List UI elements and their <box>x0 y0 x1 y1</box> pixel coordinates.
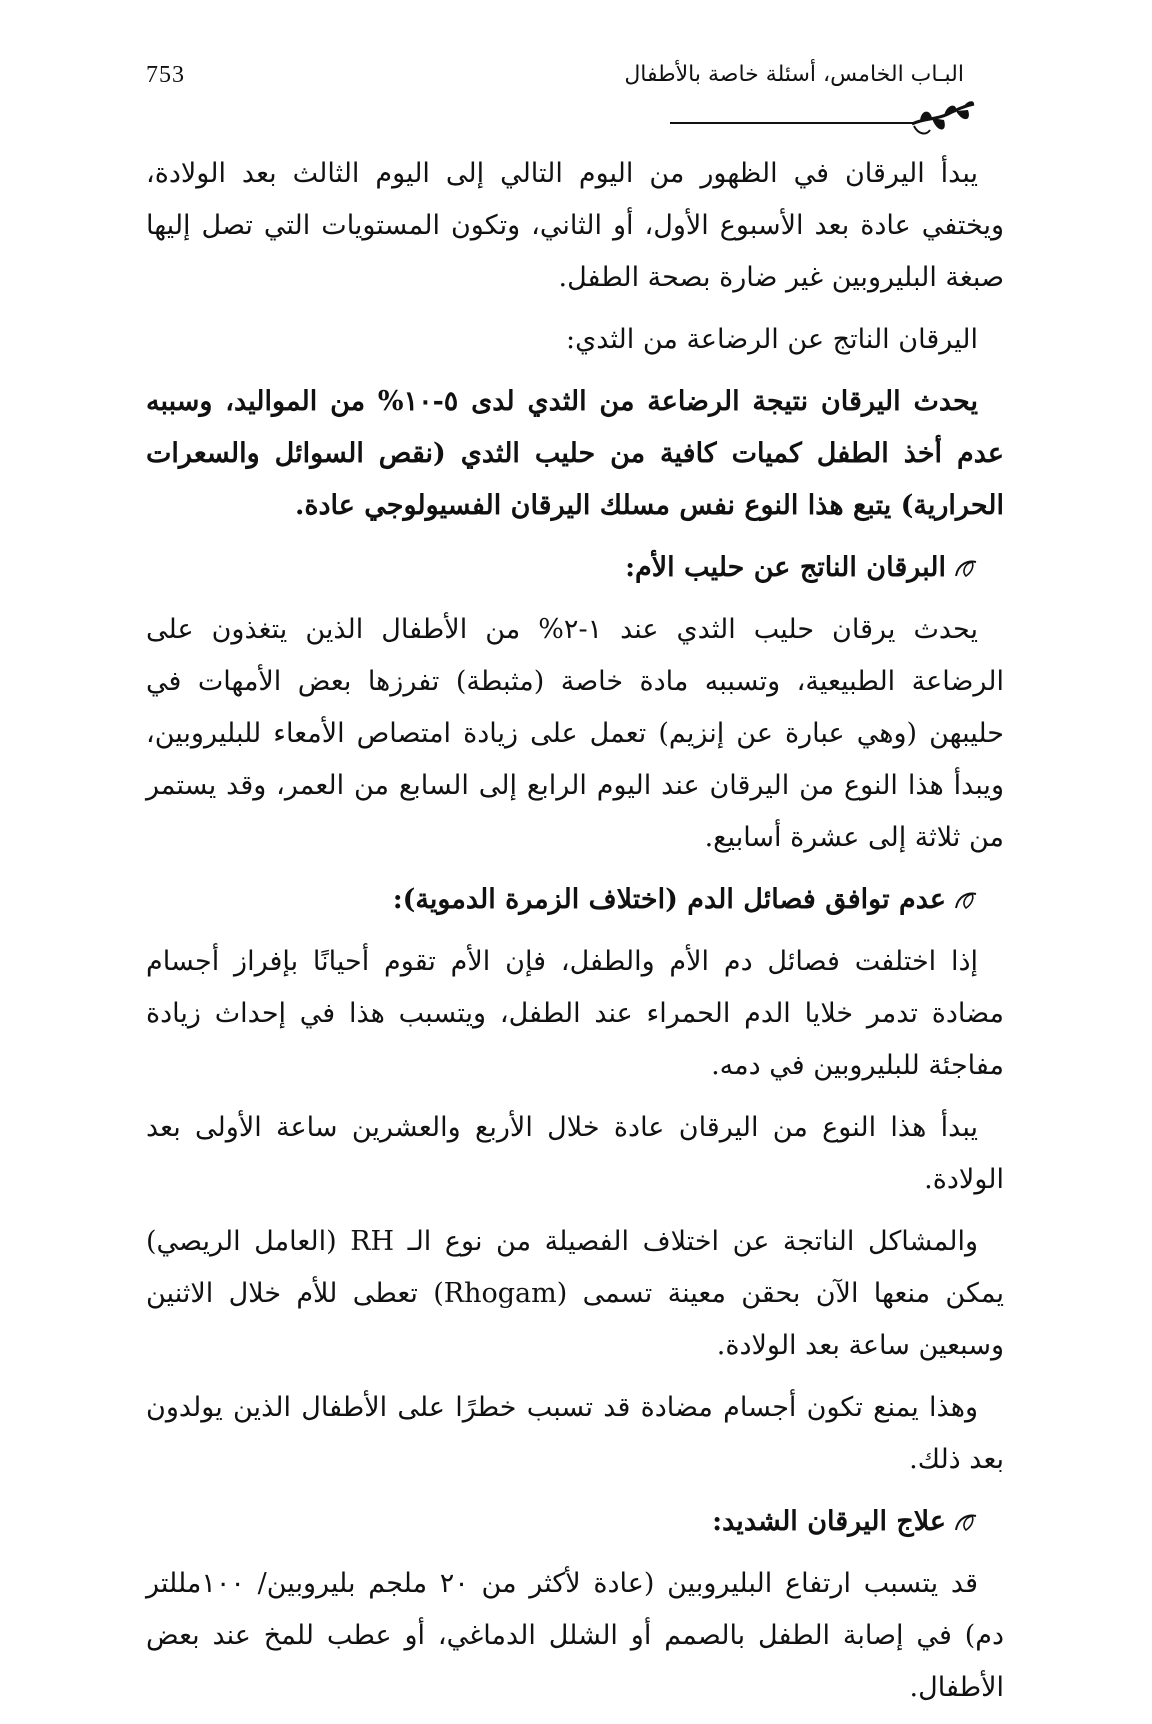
paragraph-antibodies: وهذا يمنع تكون أجسام مضادة قد تسبب خطرًا على الأطفال الذين يولدون بعد ذلك. <box>146 1392 1004 1475</box>
heading-text: البرقان الناتج عن حليب الأم: <box>625 552 946 583</box>
heading-breast-milk-jaundice <box>146 542 1004 594</box>
heading-text: علاج اليرقان الشديد: <box>712 1506 946 1537</box>
heading-text: عدم توافق فصائل الدم (اختلاف الزمرة الدموية): <box>392 884 946 915</box>
paragraph-breastfeeding-jaundice: يحدث اليرقان نتيجة الرضاعة من الثدي لدى ٥-١٠% من المواليد، وسببه عدم أخذ الطفل كميات كافية من حليب الثدي (نقص السوائل والسعرات الحرارية) يتبع هذا النوع نفس مسلك اليرقان الفسيولوجي عادة. <box>146 386 1004 521</box>
leaf-vine-ornament-icon <box>910 100 976 142</box>
subheading-breastfeeding-jaundice: اليرقان الناتج عن الرضاعة من الثدي: <box>565 324 978 355</box>
header-rule <box>670 122 916 124</box>
paragraph-rh-prevention: والمشاكل الناتجة عن اختلاف الفصيلة من نوع الـ RH (العامل الريصي) يمكن منعها الآن بحقن معينة تسمى (Rhogam) تعطى للأم خلال الاثنين وسبعين ساعة بعد الولادة. <box>146 1226 1005 1361</box>
heading-blood-incompatibility <box>146 874 1004 926</box>
leaf-bullet-icon <box>952 1512 978 1534</box>
running-header-title: البـاب الخامس، أسئلة خاصة بالأطفال <box>624 62 964 87</box>
paragraph-onset: يبدأ هذا النوع من اليرقان عادة خلال الأربع والعشرين ساعة الأولى بعد الولادة. <box>146 1112 1004 1195</box>
page-number: 753 <box>146 62 185 88</box>
paragraph-blood-incompatibility: إذا اختلفت فصائل دم الأم والطفل، فإن الأم تقوم أحيانًا بإفراز أجسام مضادة تدمر خلايا الدم الحمراء عند الطفل، ويتسبب هذا في إحداث زيادة مفاجئة للبليروبين في دمه. <box>146 946 1004 1081</box>
paragraph-breast-milk-jaundice: يحدث يرقان حليب الثدي عند ١-٢% من الأطفال الذين يتغذون على الرضاعة الطبيعية، وتسببه مادة خاصة (مثبطة) تفرزها بعض الأمهات في حليبهن (وهي عبارة عن إنزيم) تعمل على زيادة امتصاص الأمعاء للبليروبين، ويبدأ هذا النوع من اليرقان عند اليوم الرابع إلى السابع من العمر، وقد يستمر من ثلاثة إلى عشرة أسابيع. <box>146 614 1004 853</box>
heading-severe-jaundice-treatment <box>146 1496 1004 1548</box>
paragraph-severe-jaundice: قد يتسبب ارتفاع البليروبين (عادة لأكثر من ٢٠ ملجم بليروبين/ ١٠٠مللتر دم) في إصابة الطفل بالصمم أو الشلل الدماغي، أو عطب للمخ عند بعض الأطفال. <box>146 1568 1004 1703</box>
paragraph-intro: يبدأ اليرقان في الظهور من اليوم التالي إلى اليوم الثالث بعد الولادة، ويختفي عادة بعد الأسبوع الأول، أو الثاني، وتكون المستويات التي تصل إليها صبغة البليروبين غير ضارة بصحة الطفل. <box>146 158 1004 293</box>
leaf-bullet-icon <box>952 890 978 912</box>
leaf-bullet-icon <box>952 558 978 580</box>
page-body <box>146 148 1004 1724</box>
